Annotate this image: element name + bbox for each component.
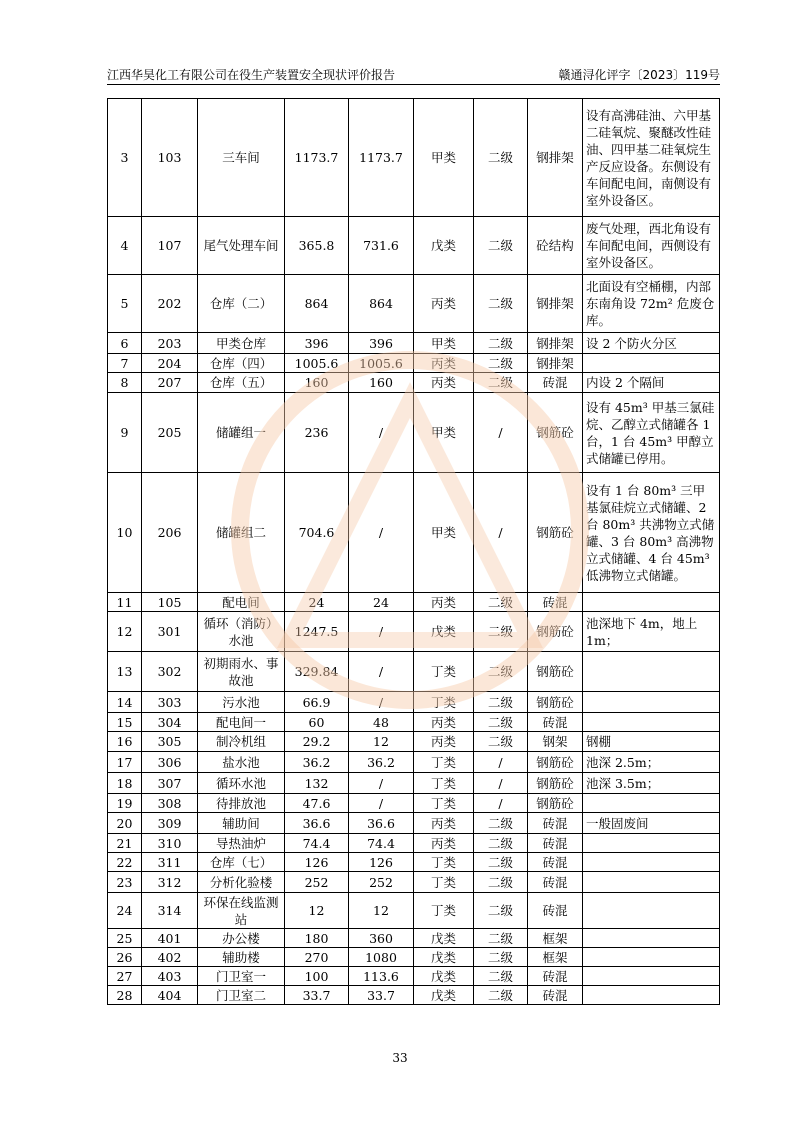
cell-note — [583, 967, 720, 986]
cell-struct: 钢架 — [528, 732, 583, 752]
cell-grade: 二级 — [474, 652, 528, 692]
cell-grade: 二级 — [474, 593, 528, 612]
cell-area: 33.7 — [285, 986, 349, 1005]
cell-no: 3 — [108, 99, 142, 217]
cell-name: 三车间 — [198, 99, 285, 217]
cell-fire: 戊类 — [414, 217, 474, 275]
cell-name: 配电间一 — [198, 713, 285, 732]
cell-fire: 丁类 — [414, 893, 474, 929]
cell-no: 17 — [108, 752, 142, 773]
cell-build: 396 — [349, 333, 414, 354]
cell-fire: 戊类 — [414, 967, 474, 986]
cell-build: 12 — [349, 732, 414, 752]
cell-no: 7 — [108, 354, 142, 373]
cell-struct: 钢排架 — [528, 354, 583, 373]
page-header — [107, 66, 720, 82]
cell-fire: 甲类 — [414, 333, 474, 354]
cell-struct: 钢排架 — [528, 275, 583, 333]
cell-name: 辅助楼 — [198, 948, 285, 967]
cell-area: 252 — [285, 872, 349, 893]
cell-name: 辅助间 — [198, 813, 285, 834]
table-row — [108, 929, 720, 948]
cell-area: 36.6 — [285, 813, 349, 834]
cell-code: 301 — [142, 612, 198, 652]
cell-struct: 框架 — [528, 929, 583, 948]
cell-build: 160 — [349, 373, 414, 393]
cell-note: 设 2 个防火分区 — [583, 333, 720, 354]
table-row — [108, 948, 720, 967]
cell-grade: 二级 — [474, 713, 528, 732]
cell-code: 311 — [142, 853, 198, 872]
cell-name: 制冷机组 — [198, 732, 285, 752]
cell-name: 循环（消防）水池 — [198, 612, 285, 652]
cell-name: 待排放池 — [198, 794, 285, 813]
cell-grade: 二级 — [474, 275, 528, 333]
cell-grade: 二级 — [474, 967, 528, 986]
table-row — [108, 593, 720, 612]
cell-no: 20 — [108, 813, 142, 834]
cell-fire: 丁类 — [414, 773, 474, 794]
cell-area: 365.8 — [285, 217, 349, 275]
cell-struct: 钢筋砼 — [528, 773, 583, 794]
cell-area: 396 — [285, 333, 349, 354]
cell-name: 办公楼 — [198, 929, 285, 948]
cell-fire: 丙类 — [414, 713, 474, 732]
cell-name: 储罐组一 — [198, 393, 285, 473]
cell-build: 12 — [349, 893, 414, 929]
cell-struct: 钢筋砼 — [528, 393, 583, 473]
cell-build: 1005.6 — [349, 354, 414, 373]
cell-no: 14 — [108, 692, 142, 713]
cell-area: 47.6 — [285, 794, 349, 813]
cell-build: 24 — [349, 593, 414, 612]
cell-fire: 丁类 — [414, 872, 474, 893]
cell-struct: 砖混 — [528, 967, 583, 986]
table-row — [108, 333, 720, 354]
cell-no: 22 — [108, 853, 142, 872]
cell-fire: 戊类 — [414, 948, 474, 967]
cell-code: 107 — [142, 217, 198, 275]
table-row — [108, 794, 720, 813]
cell-build: 252 — [349, 872, 414, 893]
table-row — [108, 752, 720, 773]
cell-fire: 丙类 — [414, 834, 474, 853]
cell-area: 270 — [285, 948, 349, 967]
cell-name: 尾气处理车间 — [198, 217, 285, 275]
cell-fire: 戊类 — [414, 612, 474, 652]
cell-grade: 二级 — [474, 872, 528, 893]
cell-fire: 丙类 — [414, 593, 474, 612]
cell-area: 36.2 — [285, 752, 349, 773]
cell-build: / — [349, 652, 414, 692]
cell-code: 404 — [142, 986, 198, 1005]
building-table — [107, 98, 720, 1005]
cell-struct: 砖混 — [528, 893, 583, 929]
cell-build: / — [349, 612, 414, 652]
cell-code: 307 — [142, 773, 198, 794]
cell-note — [583, 713, 720, 732]
cell-name: 仓库（七） — [198, 853, 285, 872]
cell-name: 污水池 — [198, 692, 285, 713]
cell-grade: 二级 — [474, 99, 528, 217]
cell-note: 一般固废间 — [583, 813, 720, 834]
cell-grade: 二级 — [474, 929, 528, 948]
table-row — [108, 373, 720, 393]
cell-no: 18 — [108, 773, 142, 794]
cell-grade: / — [474, 393, 528, 473]
cell-no: 24 — [108, 893, 142, 929]
cell-struct: 砖混 — [528, 986, 583, 1005]
cell-code: 204 — [142, 354, 198, 373]
cell-grade: 二级 — [474, 834, 528, 853]
cell-area: 12 — [285, 893, 349, 929]
cell-build: 360 — [349, 929, 414, 948]
cell-code: 403 — [142, 967, 198, 986]
cell-code: 303 — [142, 692, 198, 713]
cell-struct: 钢筋砼 — [528, 752, 583, 773]
cell-no: 16 — [108, 732, 142, 752]
table-row — [108, 732, 720, 752]
cell-note — [583, 652, 720, 692]
cell-no: 28 — [108, 986, 142, 1005]
cell-grade: 二级 — [474, 373, 528, 393]
cell-build: / — [349, 794, 414, 813]
cell-grade: 二级 — [474, 893, 528, 929]
cell-struct: 砖混 — [528, 593, 583, 612]
table-row — [108, 275, 720, 333]
cell-note: 设有 1 台 80m³ 三甲基氯硅烷立式储罐、2 台 80m³ 共沸物立式储罐、3 台 80m³ 高沸物立式储罐、4 台 45m³ 低沸物立式储罐。 — [583, 473, 720, 593]
cell-note: 池深 2.5m； — [583, 752, 720, 773]
cell-no: 6 — [108, 333, 142, 354]
cell-name: 门卫室二 — [198, 986, 285, 1005]
cell-name: 仓库（四） — [198, 354, 285, 373]
cell-note — [583, 834, 720, 853]
cell-code: 103 — [142, 99, 198, 217]
cell-area: 66.9 — [285, 692, 349, 713]
cell-no: 5 — [108, 275, 142, 333]
cell-struct: 砖混 — [528, 872, 583, 893]
cell-note: 池深地下 4m，地上 1m； — [583, 612, 720, 652]
cell-area: 60 — [285, 713, 349, 732]
cell-fire: 甲类 — [414, 473, 474, 593]
cell-code: 314 — [142, 893, 198, 929]
cell-note — [583, 872, 720, 893]
cell-build: 864 — [349, 275, 414, 333]
cell-name: 甲类仓库 — [198, 333, 285, 354]
cell-code: 105 — [142, 593, 198, 612]
cell-code: 206 — [142, 473, 198, 593]
cell-name: 盐水池 — [198, 752, 285, 773]
cell-no: 11 — [108, 593, 142, 612]
cell-grade: 二级 — [474, 354, 528, 373]
cell-name: 环保在线监测站 — [198, 893, 285, 929]
cell-code: 207 — [142, 373, 198, 393]
table-row — [108, 967, 720, 986]
cell-note — [583, 853, 720, 872]
cell-name: 循环水池 — [198, 773, 285, 794]
cell-area: 160 — [285, 373, 349, 393]
table-row — [108, 612, 720, 652]
cell-build: 1173.7 — [349, 99, 414, 217]
cell-grade: 二级 — [474, 853, 528, 872]
cell-note: 钢棚 — [583, 732, 720, 752]
document-number: 赣通浔化评字〔2023〕119号 — [558, 68, 720, 82]
cell-fire: 戊类 — [414, 929, 474, 948]
cell-note: 北面设有空桶棚，内部东南角设 72m² 危废仓库。 — [583, 275, 720, 333]
cell-grade: / — [474, 773, 528, 794]
cell-code: 305 — [142, 732, 198, 752]
table-row — [108, 773, 720, 794]
cell-fire: 丙类 — [414, 732, 474, 752]
cell-struct: 砖混 — [528, 834, 583, 853]
table-row — [108, 652, 720, 692]
cell-name: 初期雨水、事故池 — [198, 652, 285, 692]
cell-struct: 钢筋砼 — [528, 473, 583, 593]
table-row — [108, 713, 720, 732]
cell-grade: 二级 — [474, 732, 528, 752]
cell-name: 仓库（五） — [198, 373, 285, 393]
cell-grade: 二级 — [474, 612, 528, 652]
cell-no: 4 — [108, 217, 142, 275]
cell-area: 100 — [285, 967, 349, 986]
cell-struct: 砖混 — [528, 713, 583, 732]
cell-build: 36.2 — [349, 752, 414, 773]
cell-area: 126 — [285, 853, 349, 872]
cell-no: 8 — [108, 373, 142, 393]
cell-area: 1173.7 — [285, 99, 349, 217]
cell-code: 310 — [142, 834, 198, 853]
cell-note — [583, 593, 720, 612]
table-row — [108, 893, 720, 929]
cell-code: 302 — [142, 652, 198, 692]
report-title: 江西华昊化工有限公司在役生产装置安全现状评价报告 — [107, 68, 396, 82]
cell-build: 731.6 — [349, 217, 414, 275]
cell-fire: 戊类 — [414, 986, 474, 1005]
cell-struct: 钢筋砼 — [528, 794, 583, 813]
cell-grade: 二级 — [474, 986, 528, 1005]
page-number: 33 — [392, 1051, 408, 1065]
cell-code: 401 — [142, 929, 198, 948]
cell-struct: 砼结构 — [528, 217, 583, 275]
cell-struct: 钢排架 — [528, 99, 583, 217]
cell-build: 1080 — [349, 948, 414, 967]
table-row — [108, 99, 720, 217]
cell-note — [583, 948, 720, 967]
cell-name: 仓库（二） — [198, 275, 285, 333]
cell-struct: 砖混 — [528, 853, 583, 872]
cell-grade: / — [474, 752, 528, 773]
cell-grade: / — [474, 794, 528, 813]
cell-no: 27 — [108, 967, 142, 986]
table-row — [108, 872, 720, 893]
table-row — [108, 834, 720, 853]
cell-no: 13 — [108, 652, 142, 692]
cell-code: 312 — [142, 872, 198, 893]
table-row — [108, 473, 720, 593]
cell-note — [583, 929, 720, 948]
cell-code: 203 — [142, 333, 198, 354]
cell-area: 180 — [285, 929, 349, 948]
cell-note — [583, 986, 720, 1005]
cell-no: 21 — [108, 834, 142, 853]
cell-grade: 二级 — [474, 333, 528, 354]
cell-no: 9 — [108, 393, 142, 473]
cell-code: 202 — [142, 275, 198, 333]
cell-struct: 钢筋砼 — [528, 652, 583, 692]
cell-build: 48 — [349, 713, 414, 732]
cell-fire: 丁类 — [414, 794, 474, 813]
cell-build: 33.7 — [349, 986, 414, 1005]
cell-fire: 丙类 — [414, 354, 474, 373]
cell-build: / — [349, 473, 414, 593]
cell-no: 23 — [108, 872, 142, 893]
cell-note: 内设 2 个隔间 — [583, 373, 720, 393]
cell-note: 池深 3.5m； — [583, 773, 720, 794]
cell-struct: 砖混 — [528, 373, 583, 393]
cell-build: 36.6 — [349, 813, 414, 834]
cell-area: 236 — [285, 393, 349, 473]
cell-struct: 钢筋砼 — [528, 612, 583, 652]
cell-code: 205 — [142, 393, 198, 473]
cell-fire: 丙类 — [414, 373, 474, 393]
table-row — [108, 813, 720, 834]
cell-build: 74.4 — [349, 834, 414, 853]
cell-build: / — [349, 393, 414, 473]
cell-area: 704.6 — [285, 473, 349, 593]
cell-struct: 钢筋砼 — [528, 692, 583, 713]
cell-name: 门卫室一 — [198, 967, 285, 986]
table-row — [108, 986, 720, 1005]
cell-note — [583, 354, 720, 373]
cell-no: 10 — [108, 473, 142, 593]
cell-fire: 丁类 — [414, 692, 474, 713]
cell-fire: 丁类 — [414, 652, 474, 692]
cell-struct: 砖混 — [528, 813, 583, 834]
cell-fire: 甲类 — [414, 99, 474, 217]
cell-note — [583, 893, 720, 929]
cell-name: 分析化验楼 — [198, 872, 285, 893]
cell-fire: 丙类 — [414, 275, 474, 333]
cell-code: 304 — [142, 713, 198, 732]
table-row — [108, 853, 720, 872]
cell-fire: 丁类 — [414, 752, 474, 773]
cell-grade: 二级 — [474, 948, 528, 967]
cell-name: 配电间 — [198, 593, 285, 612]
cell-note: 废气处理，西北角设有车间配电间，西侧设有室外设备区。 — [583, 217, 720, 275]
cell-note: 设有 45m³ 甲基三氯硅烷、乙醇立式储罐各 1 台，1 台 45m³ 甲醇立式储罐已停用。 — [583, 393, 720, 473]
cell-build: / — [349, 773, 414, 794]
cell-name: 导热油炉 — [198, 834, 285, 853]
cell-struct: 钢排架 — [528, 333, 583, 354]
cell-grade: 二级 — [474, 217, 528, 275]
header-rule — [107, 84, 720, 85]
cell-code: 309 — [142, 813, 198, 834]
cell-area: 864 — [285, 275, 349, 333]
table-body — [108, 99, 720, 1005]
table-row — [108, 393, 720, 473]
cell-code: 306 — [142, 752, 198, 773]
cell-area: 329.84 — [285, 652, 349, 692]
cell-note — [583, 692, 720, 713]
cell-area: 24 — [285, 593, 349, 612]
cell-struct: 框架 — [528, 948, 583, 967]
cell-no: 19 — [108, 794, 142, 813]
cell-code: 402 — [142, 948, 198, 967]
table-row — [108, 217, 720, 275]
cell-fire: 丁类 — [414, 853, 474, 872]
cell-fire: 丙类 — [414, 813, 474, 834]
cell-fire: 甲类 — [414, 393, 474, 473]
cell-area: 74.4 — [285, 834, 349, 853]
cell-area: 1247.5 — [285, 612, 349, 652]
cell-no: 25 — [108, 929, 142, 948]
cell-area: 1005.6 — [285, 354, 349, 373]
cell-area: 132 — [285, 773, 349, 794]
cell-grade: 二级 — [474, 692, 528, 713]
cell-area: 29.2 — [285, 732, 349, 752]
table-row — [108, 692, 720, 713]
cell-build: 113.6 — [349, 967, 414, 986]
table-row — [108, 354, 720, 373]
cell-build: 126 — [349, 853, 414, 872]
cell-no: 15 — [108, 713, 142, 732]
cell-grade: / — [474, 473, 528, 593]
cell-code: 308 — [142, 794, 198, 813]
cell-build: / — [349, 692, 414, 713]
cell-grade: 二级 — [474, 813, 528, 834]
cell-name: 储罐组二 — [198, 473, 285, 593]
cell-no: 26 — [108, 948, 142, 967]
cell-no: 12 — [108, 612, 142, 652]
cell-note: 设有高沸硅油、六甲基二硅氧烷、聚醚改性硅油、四甲基二硅氧烷生产反应设备。东侧设有车间配电间，南侧设有室外设备区。 — [583, 99, 720, 217]
cell-note — [583, 794, 720, 813]
